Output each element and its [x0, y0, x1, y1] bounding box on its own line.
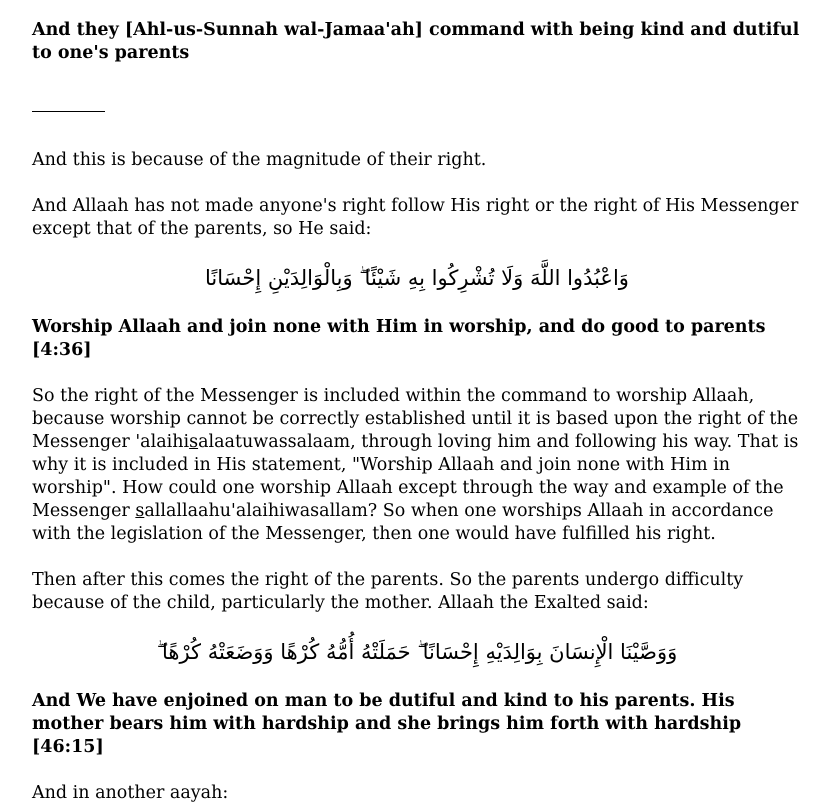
underlined-letter: s	[135, 501, 145, 521]
translation-4-36: Worship Allaah and join none with Him in worship, and do good to parents [4:36]	[32, 317, 766, 360]
text-segment: So the right of the Messenger is included within the command to worship Allaah, because worship cannot be correctly established until it is based upon the right of the Messenger 'alaihi	[32, 386, 799, 452]
underlined-letter: s	[189, 432, 199, 452]
paragraph-another-aayah: And in another aayah:	[32, 783, 229, 803]
paragraph-messenger-right	[32, 385, 802, 546]
text-segment: alaatuwassalaam, through loving him and following his way. That is why it is included in His statement, "Worship Allaah and join none with Him in worship". How could one worship Allaah except through the way and example of the Messenger	[32, 432, 799, 521]
separator-rule	[32, 111, 105, 112]
arabic-verse-46-15: وَوَصَّيْنَا الْإِنسَانَ بِوَالِدَيْهِ إِحْسَانًا ۖ حَمَلَتْهُ أُمُّهُ كُرْهًا وَوَضَعَتْهُ كُرْهًا ۖ	[156, 640, 678, 664]
paragraph-parents-difficulty: Then after this comes the right of the parents. So the parents undergo difficulty because of the child, particularly the mother. Allaah the Exalted said:	[32, 570, 744, 613]
paragraph-magnitude: And this is because of the magnitude of their right.	[32, 150, 487, 170]
translation-46-15: And We have enjoined on man to be dutiful and kind to his parents. His mother bears him with hardship and she brings him forth with hardship [46:15]	[32, 691, 742, 757]
section-heading: And they [Ahl-us-Sunnah wal-Jamaa'ah] command with being kind and dutiful to one's parents	[32, 20, 800, 63]
arabic-verse-4-36: وَاعْبُدُوا اللَّهَ وَلَا تُشْرِكُوا بِهِ شَيْئًا ۖ وَبِالْوَالِدَيْنِ إِحْسَانًا	[205, 266, 629, 290]
text-segment: allallaahu'alaihiwasallam? So when one worships Allaah in accordance with the legislation of the Messenger, then one would have fulfilled his right.	[32, 501, 774, 544]
paragraph-parents-right: And Allaah has not made anyone's right follow His right or the right of His Messenger except that of the parents, so He said:	[32, 196, 799, 239]
